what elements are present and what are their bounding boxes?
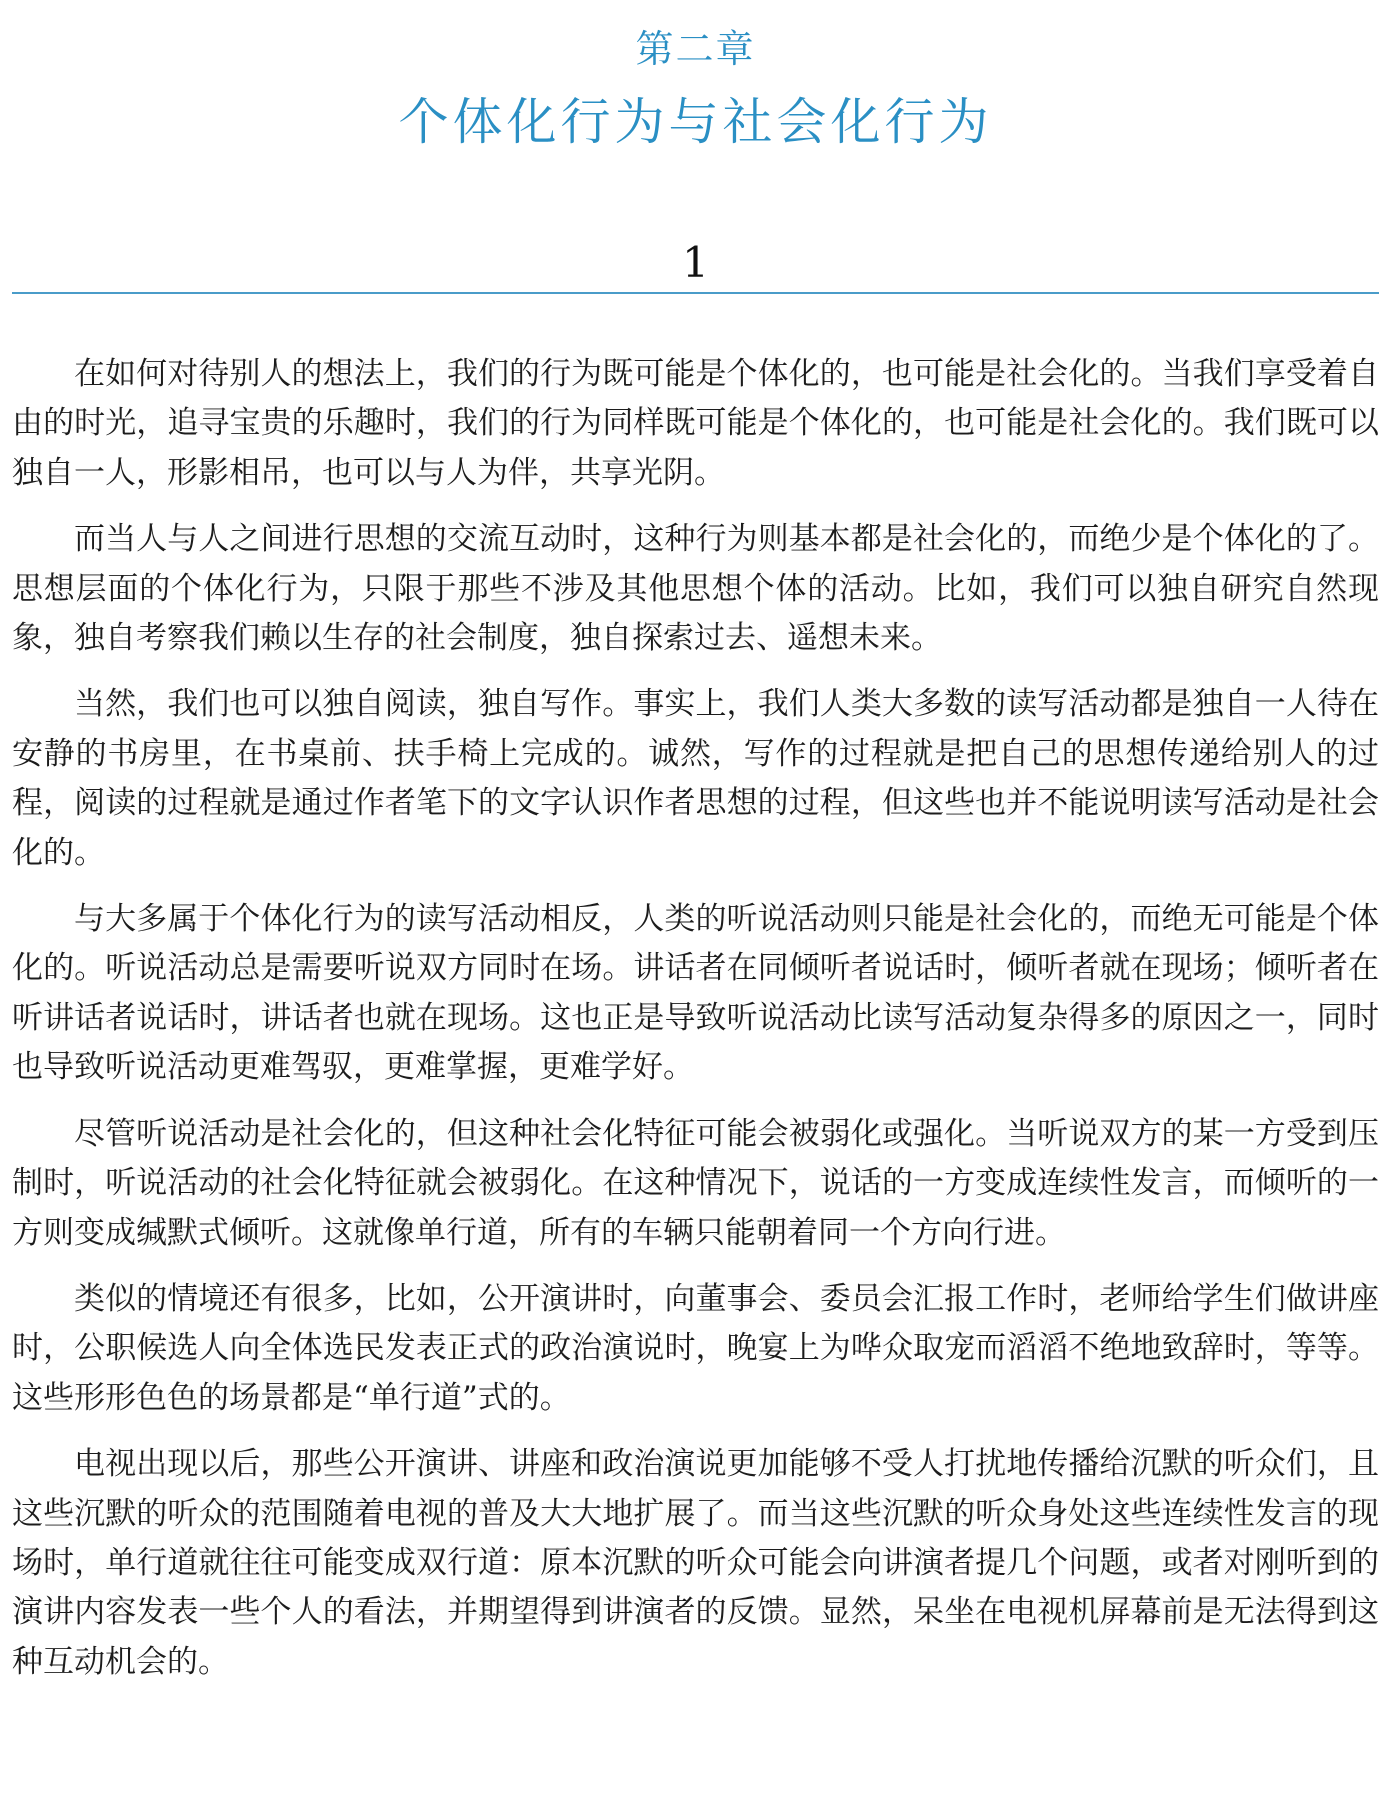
chapter-label: 第二章 [635,27,756,71]
paragraph: 电视出现以后，那些公开演讲、讲座和政治演说更加能够不受人打扰地传播给沉默的听众们，且这些沉默的听众的范围随着电视的普及大大地扩展了。而当这些沉默的听众身处这些连续性发言的现场时，单行道就往往可能变成双行道：原本沉默的听众可能会向讲演者提几个问题，或者对刚听到的演讲内容发表一些个人的看法，并期望得到讲演者的反馈。显然，呆坐在电视机屏幕前是无法得到这种互动机会的。 [12,1446,1379,1680]
paragraph: 而当人与人之间进行思想的交流互动时，这种行为则基本都是社会化的，而绝少是个体化的了。思想层面的个体化行为，只限于那些不涉及其他思想个体的活动。比如，我们可以独自研究自然现象，独自考察我们赖以生存的社会制度，独自探索过去、遥想未来。 [12,521,1379,657]
paragraph: 类似的情境还有很多，比如，公开演讲时，向董事会、委员会汇报工作时，老师给学生们做讲座时，公职候选人向全体选民发表正式的政治演说时，晚宴上为哗众取宠而滔滔不绝地致辞时，等等。这些形形色色的场景都是“单行道”式的。 [12,1280,1379,1416]
paragraph: 与大多属于个体化行为的读写活动相反，人类的听说活动则只能是社会化的，而绝无可能是个体化的。听说活动总是需要听说双方同时在场。讲话者在同倾听者说话时，倾听者就在现场；倾听者在听讲话者说话时，讲话者也就在现场。这也正是导致听说活动比读写活动复杂得多的原因之一，同时也导致听说活动更难驾驭，更难掌握，更难学好。 [12,901,1379,1086]
chapter-title: 个体化行为与社会化行为 [398,93,993,151]
paragraph: 尽管听说活动是社会化的，但这种社会化特征可能会被弱化或强化。当听说双方的某一方受到压制时，听说活动的社会化特征就会被弱化。在这种情况下，说话的一方变成连续性发言，而倾听的一方则变成缄默式倾听。这就像单行道，所有的车辆只能朝着同一个方向行进。 [12,1115,1379,1251]
section-number: 1 [682,238,709,287]
paragraph: 在如何对待别人的想法上，我们的行为既可能是个体化的，也可能是社会化的。当我们享受着自由的时光，追寻宝贵的乐趣时，我们的行为同样既可能是个体化的，也可能是社会化的。我们既可以独自一人，形影相吊，也可以与人为伴，共享光阴。 [12,356,1379,491]
paragraph: 当然，我们也可以独自阅读，独自写作。事实上，我们人类大多数的读写活动都是独自一人待在安静的书房里，在书桌前、扶手椅上完成的。诚然，写作的过程就是把自己的思想传递给别人的过程，阅读的过程就是通过作者笔下的文字认识作者思想的过程，但这些也并不能说明读写活动是社会化的。 [12,686,1379,871]
body-text [12,350,1379,1704]
section-divider [12,292,1379,294]
